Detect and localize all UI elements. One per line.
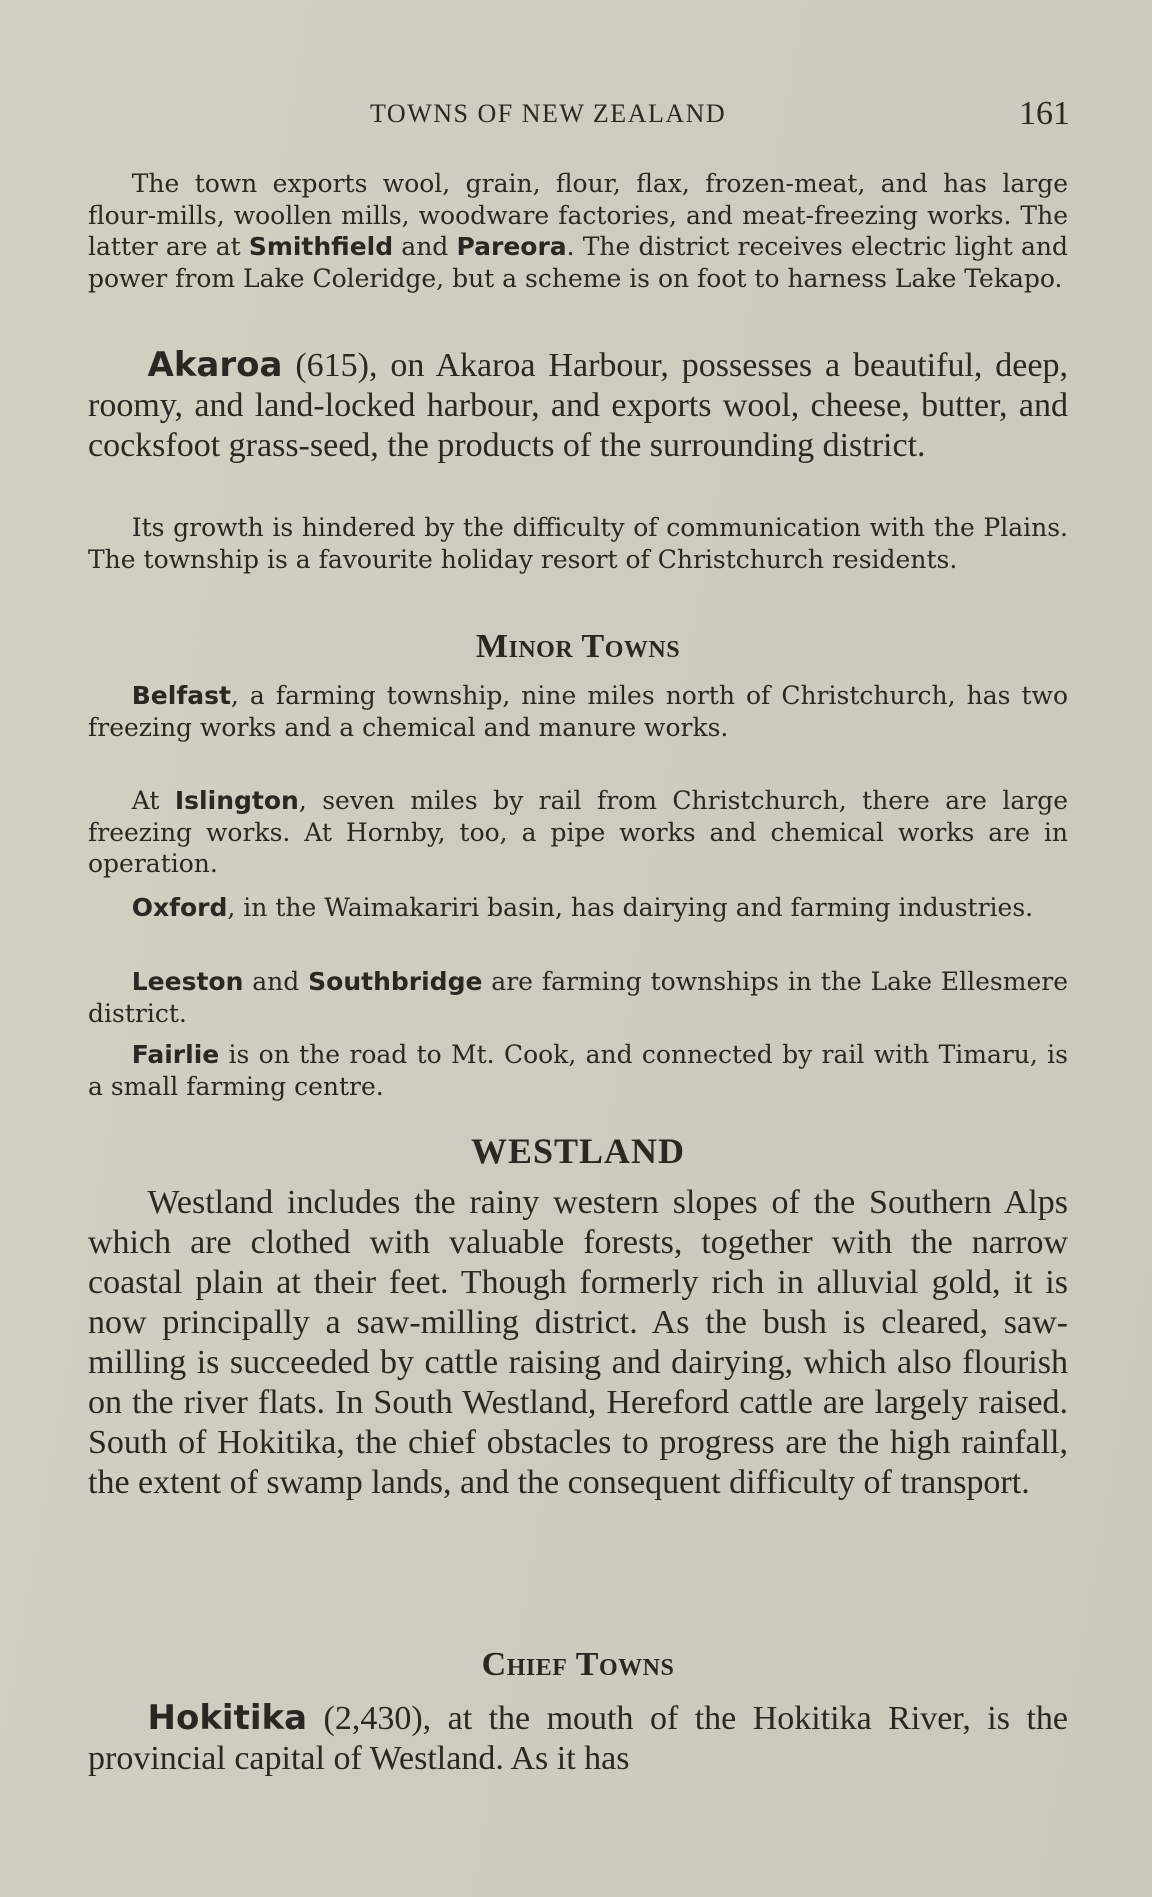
- connector-text: At: [131, 786, 175, 815]
- paragraph-text: . The district receives electric light and power from Lake Coleridge, but a scheme is on foot to harness Lake Tekapo.: [88, 232, 1068, 293]
- paragraph-text: is on the road to Mt. Cook, and connected by rail with Timaru, is a small farming centre.: [88, 1040, 1068, 1101]
- place-smithfield: Smithfield: [248, 232, 394, 261]
- paragraph-text: , seven miles by rail from Christchurch, there are large freezing works. At Hornby, too, a pipe works and chemical works are in operation.: [88, 786, 1068, 878]
- paragraph-fairlie: [88, 1039, 1068, 1102]
- paragraph-islington: [88, 785, 1068, 880]
- paragraph-akaroa-note: Its growth is hindered by the difficulty of communication with the Plains. The township is a favourite holiday resort of Christchurch residents.: [88, 513, 1068, 574]
- paragraph-akaroa: [88, 345, 1068, 466]
- place-leeston: Leeston: [131, 967, 244, 996]
- heading-minor-towns: Minor Towns: [475, 628, 681, 665]
- paragraph-text: (2,430), at the mouth of the Hokitika River, is the provincial capital of Westland. As it has: [88, 1700, 1068, 1777]
- connector-text: and: [243, 967, 309, 996]
- heading-chief-towns: Chief Towns: [481, 1646, 675, 1683]
- paragraph-text: , in the Waimakariri basin, has dairying and farming industries.: [227, 893, 1034, 922]
- paragraph-leeston: [88, 966, 1068, 1029]
- paragraph-hokitika: [88, 1698, 1068, 1779]
- paragraph-text: The town exports wool, grain, flour, flax, frozen-meat, and has large flour-mills, woollen mills, woodware factories, and meat-freezing works. The latter are at: [88, 169, 1068, 261]
- paragraph-text: , a farming township, nine miles north of Christchurch, has two freezing works and a chemical and manure works.: [88, 681, 1068, 742]
- place-islington: Islington: [174, 786, 299, 815]
- place-belfast: Belfast: [131, 681, 231, 710]
- paragraph-westland: Westland includes the rainy western slopes of the Southern Alps which are clothed with valuable forests, together with the narrow coastal plain at their feet. Though formerly rich in alluvial gold, it is now principally a saw-milling district. As the bush is cleared, saw-milling is succeeded by cattle raising and dairying, which also flourish on the river flats. In South Westland, Hereford cattle are largely raised. South of Hokitika, the chief obstacles to progress are the high rainfall, the extent of swamp lands, and the consequent difficulty of transport.: [88, 1184, 1068, 1501]
- page-number: 161: [1019, 95, 1070, 132]
- page-header: [90, 95, 1070, 135]
- place-akaroa: Akaroa: [147, 345, 283, 385]
- connector-text: and: [393, 232, 457, 261]
- heading-westland: WESTLAND: [470, 1131, 686, 1171]
- paragraph-belfast: [88, 680, 1068, 743]
- paragraph-oxford: [88, 892, 1068, 924]
- paragraph-text: (615), on Akaroa Harbour, possesses a beautiful, deep, roomy, and land-locked harbour, and exports wool, cheese, butter, and cocksfoot grass-seed, the products of the surrounding district.: [88, 347, 1068, 464]
- running-head: TOWNS OF NEW ZEALAND: [370, 99, 727, 128]
- place-oxford: Oxford: [131, 893, 228, 922]
- place-southbridge: Southbridge: [308, 967, 483, 996]
- place-pareora: Pareora: [456, 232, 567, 261]
- paragraph-text: are farming townships in the Lake Ellesmere district.: [88, 967, 1069, 1028]
- paragraph-town-exports: [88, 168, 1068, 294]
- place-fairlie: Fairlie: [131, 1040, 220, 1069]
- place-hokitika: Hokitika: [147, 1698, 308, 1738]
